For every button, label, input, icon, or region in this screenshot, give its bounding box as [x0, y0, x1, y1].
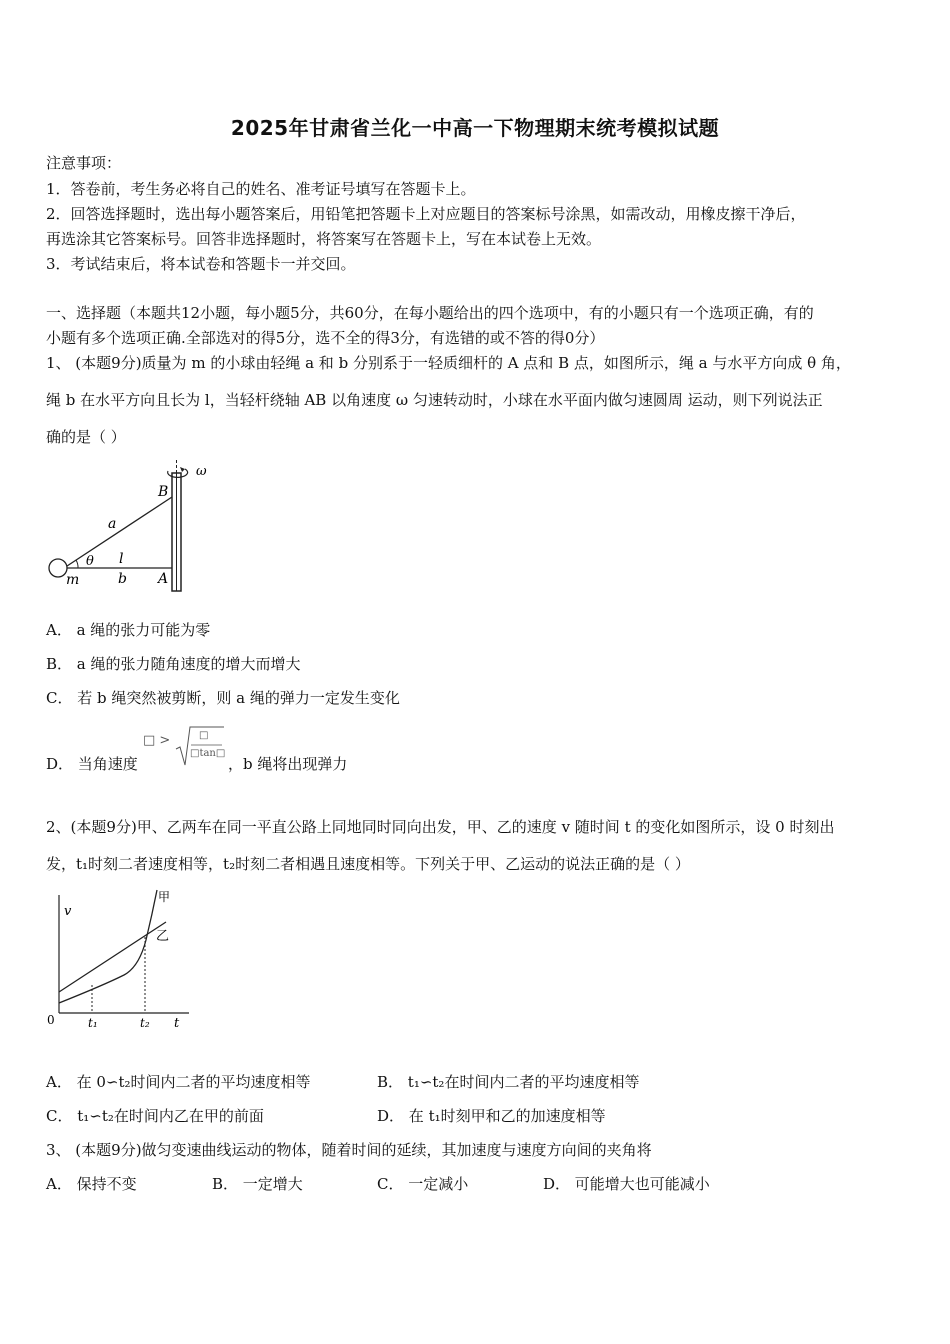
- notice-item-3: 3．考试结束后，将本试卷和答题卡一并交回。: [46, 255, 356, 273]
- q2-option-a: A． 在 0∽t₂时间内二者的平均速度相等: [46, 1073, 311, 1091]
- ball: [49, 559, 67, 577]
- notice-heading: 注意事项：: [46, 154, 122, 172]
- q1-option-d-formula-lhs: □ >: [143, 733, 171, 748]
- q1-stem-line1: 1、 (本题9分)质量为 m 的小球由轻绳 a 和 b 分别系于一轻质细杆的 A 点和 B 点，如图所示，绳 a 与水平方向成 θ 角，: [46, 354, 851, 372]
- rope-a: [64, 497, 172, 568]
- q3-stem-line1: 3、 (本题9分)做匀变速曲线运动的物体，随着时间的延续，其加速度与速度方向间的夹角将: [46, 1141, 652, 1159]
- section-heading-line1: 一、选择题（本题共12小题，每小题5分，共60分，在每小题给出的四个选项中，有的小题只有一个选项正确，有的: [46, 304, 814, 322]
- notice-item-2: 2．回答选择题时，选出每小题答案后，用铅笔把答题卡上对应题目的答案标号涂黑，如需改动，用橡皮擦干净后，: [46, 205, 806, 223]
- theta-arc: [76, 560, 78, 568]
- line-yi: [59, 922, 166, 992]
- label-origin: 0: [47, 1013, 55, 1027]
- q3-option-d: D． 可能增大也可能减小: [543, 1175, 710, 1193]
- q2-option-d: D． 在 t₁时刻甲和乙的加速度相等: [377, 1107, 606, 1125]
- q1-option-d-suffix: ，b 绳将出现弹力: [228, 755, 348, 773]
- q3-option-c: C． 一定减小: [377, 1175, 469, 1193]
- label-B: B: [158, 484, 169, 500]
- rotation-arrowhead: [180, 467, 185, 472]
- q1-option-a: A． a 绳的张力可能为零: [46, 621, 211, 639]
- q2-option-b: B． t₁∽t₂在时间内二者的平均速度相等: [377, 1073, 640, 1091]
- notice-item-1: 1．答卷前，考生务必将自己的姓名、准考证号填写在答题卡上。: [46, 180, 476, 198]
- q2-option-c: C． t₁∽t₂在时间内乙在甲的前面: [46, 1107, 264, 1125]
- section-heading-line2: 小题有多个选项正确.全部选对的得5分，选不全的得3分，有选错的或不答的得0分）: [46, 329, 605, 347]
- label-A: A: [158, 571, 169, 587]
- q2-figure: [44, 885, 194, 1030]
- label-b: b: [118, 571, 127, 587]
- label-jia: 甲: [158, 890, 171, 904]
- q2-stem-line1: 2、(本题9分)甲、乙两车在同一平直公路上同地同时同向出发，甲、乙的速度 v 随时间 t 的变化如图所示，设 0 时刻出: [46, 818, 835, 836]
- label-a: a: [108, 516, 117, 532]
- label-theta: θ: [86, 554, 94, 569]
- q1-option-b: B． a 绳的张力随角速度的增大而增大: [46, 655, 301, 673]
- q1-option-d-formula-num: □: [199, 730, 209, 741]
- label-v: v: [64, 904, 72, 919]
- q1-option-d-formula-den: □tan□: [190, 748, 226, 759]
- q1-option-c: C． 若 b 绳突然被剪断，则 a 绳的弹力一定发生变化: [46, 689, 400, 707]
- page-title: 2025年甘肃省兰化一中高一下物理期末统考模拟试题: [230, 116, 720, 140]
- curve-jia: [59, 890, 157, 1003]
- label-t2: t₂: [140, 1016, 150, 1030]
- label-l: l: [119, 551, 124, 567]
- q1-stem-line3: 确的是（ ）: [46, 428, 126, 446]
- q2-stem-line2: 发，t₁时刻二者速度相等，t₂时刻二者相遇且速度相等。下列关于甲、乙运动的说法正确的是（ ）: [46, 855, 690, 873]
- label-m: m: [66, 572, 80, 588]
- q1-option-d-prefix: D． 当角速度: [46, 755, 138, 773]
- q1-stem-line2: 绳 b 在水平方向且长为 l，当轻杆绕轴 AB 以角速度 ω 匀速转动时，小球在水平面内做匀速圆周 运动，则下列说法正: [46, 391, 823, 409]
- q3-option-b: B． 一定增大: [212, 1175, 303, 1193]
- label-t1: t₁: [88, 1016, 98, 1030]
- q1-figure: [44, 455, 224, 600]
- q3-option-a: A． 保持不变: [46, 1175, 137, 1193]
- label-yi: 乙: [156, 929, 170, 944]
- label-t: t: [174, 1016, 180, 1030]
- notice-item-2-cont: 再选涂其它答案标号。回答非选择题时，将答案写在答题卡上，写在本试卷上无效。: [46, 230, 602, 248]
- label-omega: ω: [196, 464, 207, 479]
